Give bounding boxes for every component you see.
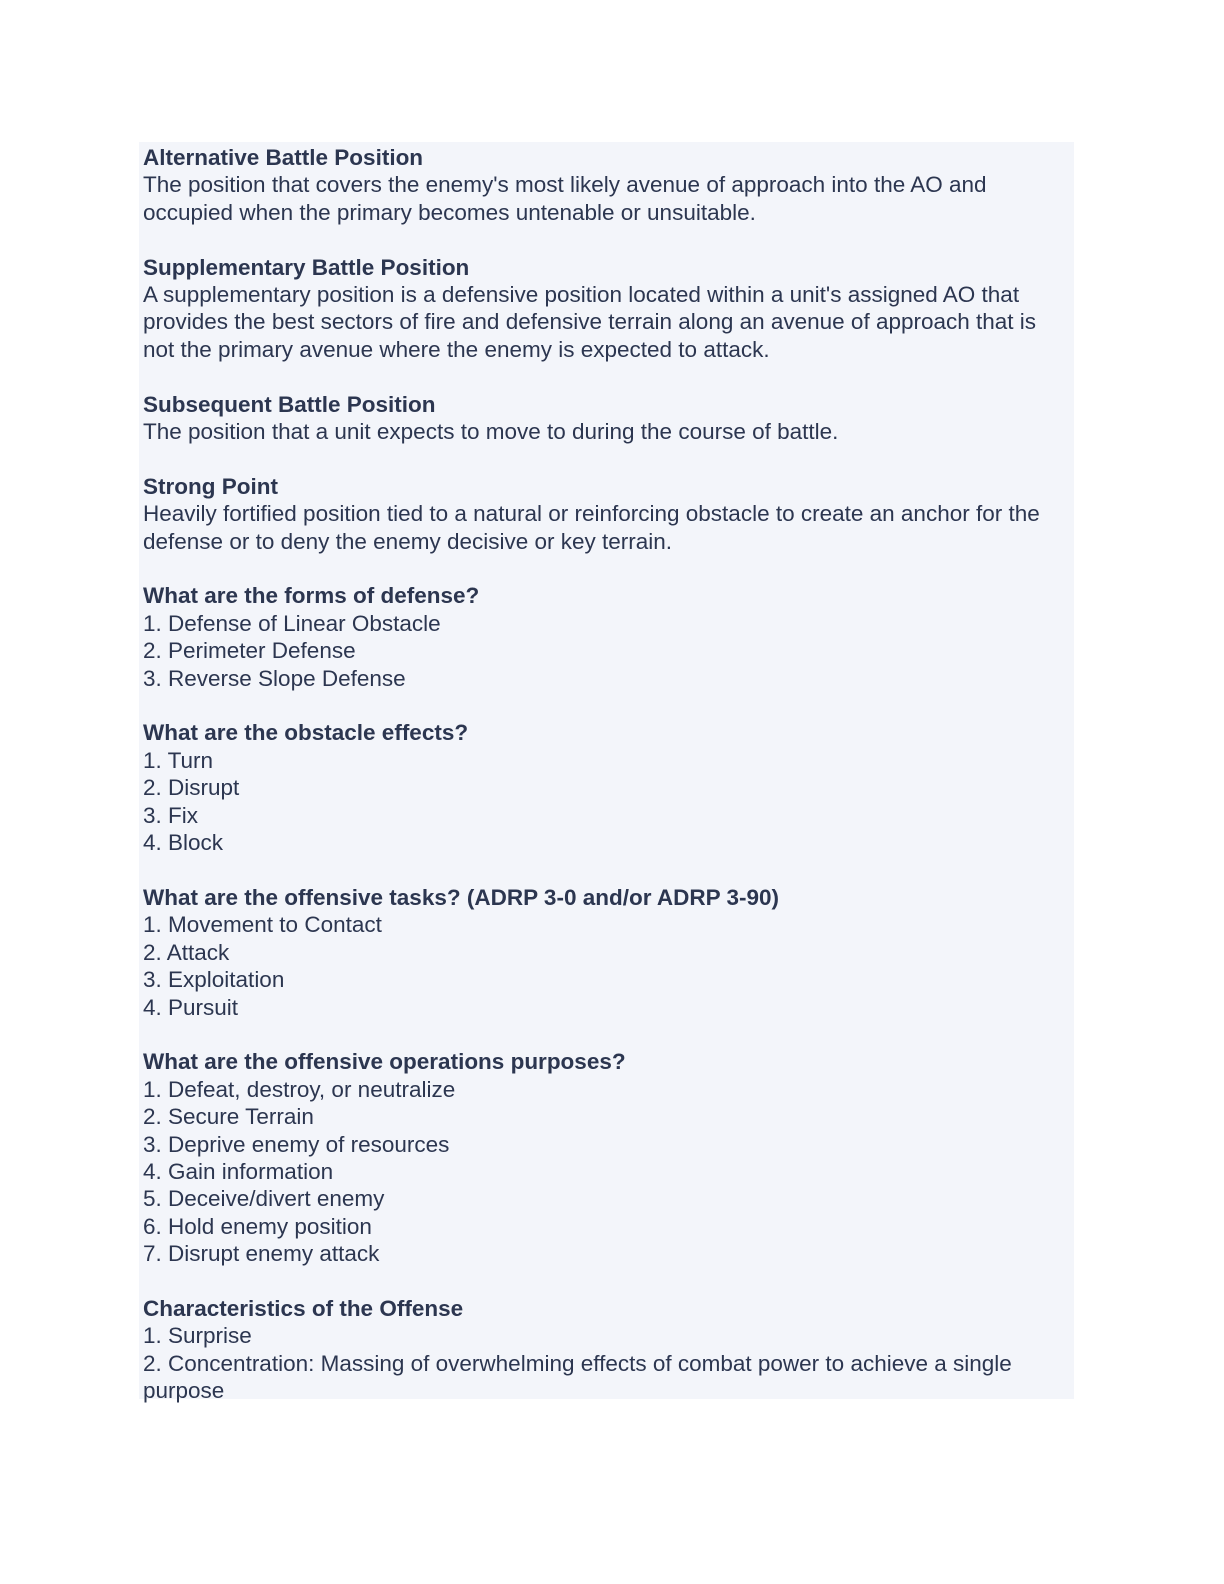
section-subsequent-battle-position bbox=[143, 391, 1074, 446]
section-heading: Characteristics of the Offense bbox=[143, 1295, 464, 1321]
list-item: 3. Fix bbox=[143, 802, 199, 828]
section-offensive-tasks bbox=[143, 884, 1074, 1021]
section-text: The position that a unit expects to move to during the course of battle. bbox=[143, 419, 839, 445]
section-heading: What are the forms of defense? bbox=[143, 583, 480, 609]
section-forms-of-defense bbox=[143, 582, 1074, 692]
list-item: 3. Deprive enemy of resources bbox=[143, 1131, 450, 1157]
list-item: 5. Deceive/divert enemy bbox=[143, 1186, 385, 1212]
list-item: 1. Defense of Linear Obstacle bbox=[143, 610, 441, 636]
list-item: 4. Gain information bbox=[143, 1158, 334, 1184]
section-text: Heavily fortified position tied to a natural or reinforcing obstacle to create an anchor for the defense or to deny the enemy decisive or key terrain. bbox=[143, 501, 1040, 554]
section-supplementary-battle-position bbox=[143, 254, 1074, 364]
obstacle-effects-list bbox=[143, 747, 1074, 857]
section-heading: What are the obstacle effects? bbox=[143, 720, 469, 746]
list-item: 1. Defeat, destroy, or neutralize bbox=[143, 1076, 456, 1102]
list-item: 2. Attack bbox=[143, 939, 230, 965]
list-item: 7. Disrupt enemy attack bbox=[143, 1241, 380, 1267]
list-item: 2. Perimeter Defense bbox=[143, 638, 356, 664]
list-item: 3. Reverse Slope Defense bbox=[143, 665, 406, 691]
section-obstacle-effects bbox=[143, 719, 1074, 856]
list-item: 1. Movement to Contact bbox=[143, 912, 382, 938]
list-item: 2. Disrupt bbox=[143, 775, 240, 801]
section-heading: What are the offensive tasks? (ADRP 3-0 and/or ADRP 3-90) bbox=[143, 884, 779, 910]
section-heading: Strong Point bbox=[143, 473, 278, 499]
list-item: 1. Turn bbox=[143, 747, 214, 773]
list-item: 3. Exploitation bbox=[143, 967, 285, 993]
section-heading: What are the offensive operations purposes? bbox=[143, 1049, 626, 1075]
section-strong-point bbox=[143, 473, 1074, 555]
section-text: The position that covers the enemy's most likely avenue of approach into the AO and occupied when the primary becomes untenable or unsuitable. bbox=[143, 172, 987, 225]
forms-of-defense-list bbox=[143, 610, 1074, 692]
section-characteristics-of-offense bbox=[143, 1295, 1074, 1405]
offensive-purposes-list bbox=[143, 1076, 1074, 1268]
list-item: 2. Secure Terrain bbox=[143, 1104, 314, 1130]
section-heading: Subsequent Battle Position bbox=[143, 391, 436, 417]
section-alternative-battle-position bbox=[143, 144, 1074, 226]
list-item: 2. Concentration: Massing of overwhelming effects of combat power to achieve a single purpose bbox=[143, 1350, 1012, 1404]
list-item: 4. Block bbox=[143, 830, 224, 856]
section-offensive-operations-purposes bbox=[143, 1048, 1074, 1267]
offensive-tasks-list bbox=[143, 911, 1074, 1021]
section-text: A supplementary position is a defensive position located within a unit's assigned AO that provides the best sectors of fire and defensive terrain along an avenue of approach that is not the primary avenue where the enemy is expected to attack. bbox=[143, 282, 1037, 362]
document-content bbox=[139, 142, 1074, 1404]
section-heading: Alternative Battle Position bbox=[143, 145, 424, 170]
list-item: 6. Hold enemy position bbox=[143, 1213, 372, 1239]
list-item: 4. Pursuit bbox=[143, 994, 239, 1020]
characteristics-list bbox=[143, 1322, 1074, 1404]
section-heading: Supplementary Battle Position bbox=[143, 254, 470, 280]
list-item: 1. Surprise bbox=[143, 1323, 252, 1349]
